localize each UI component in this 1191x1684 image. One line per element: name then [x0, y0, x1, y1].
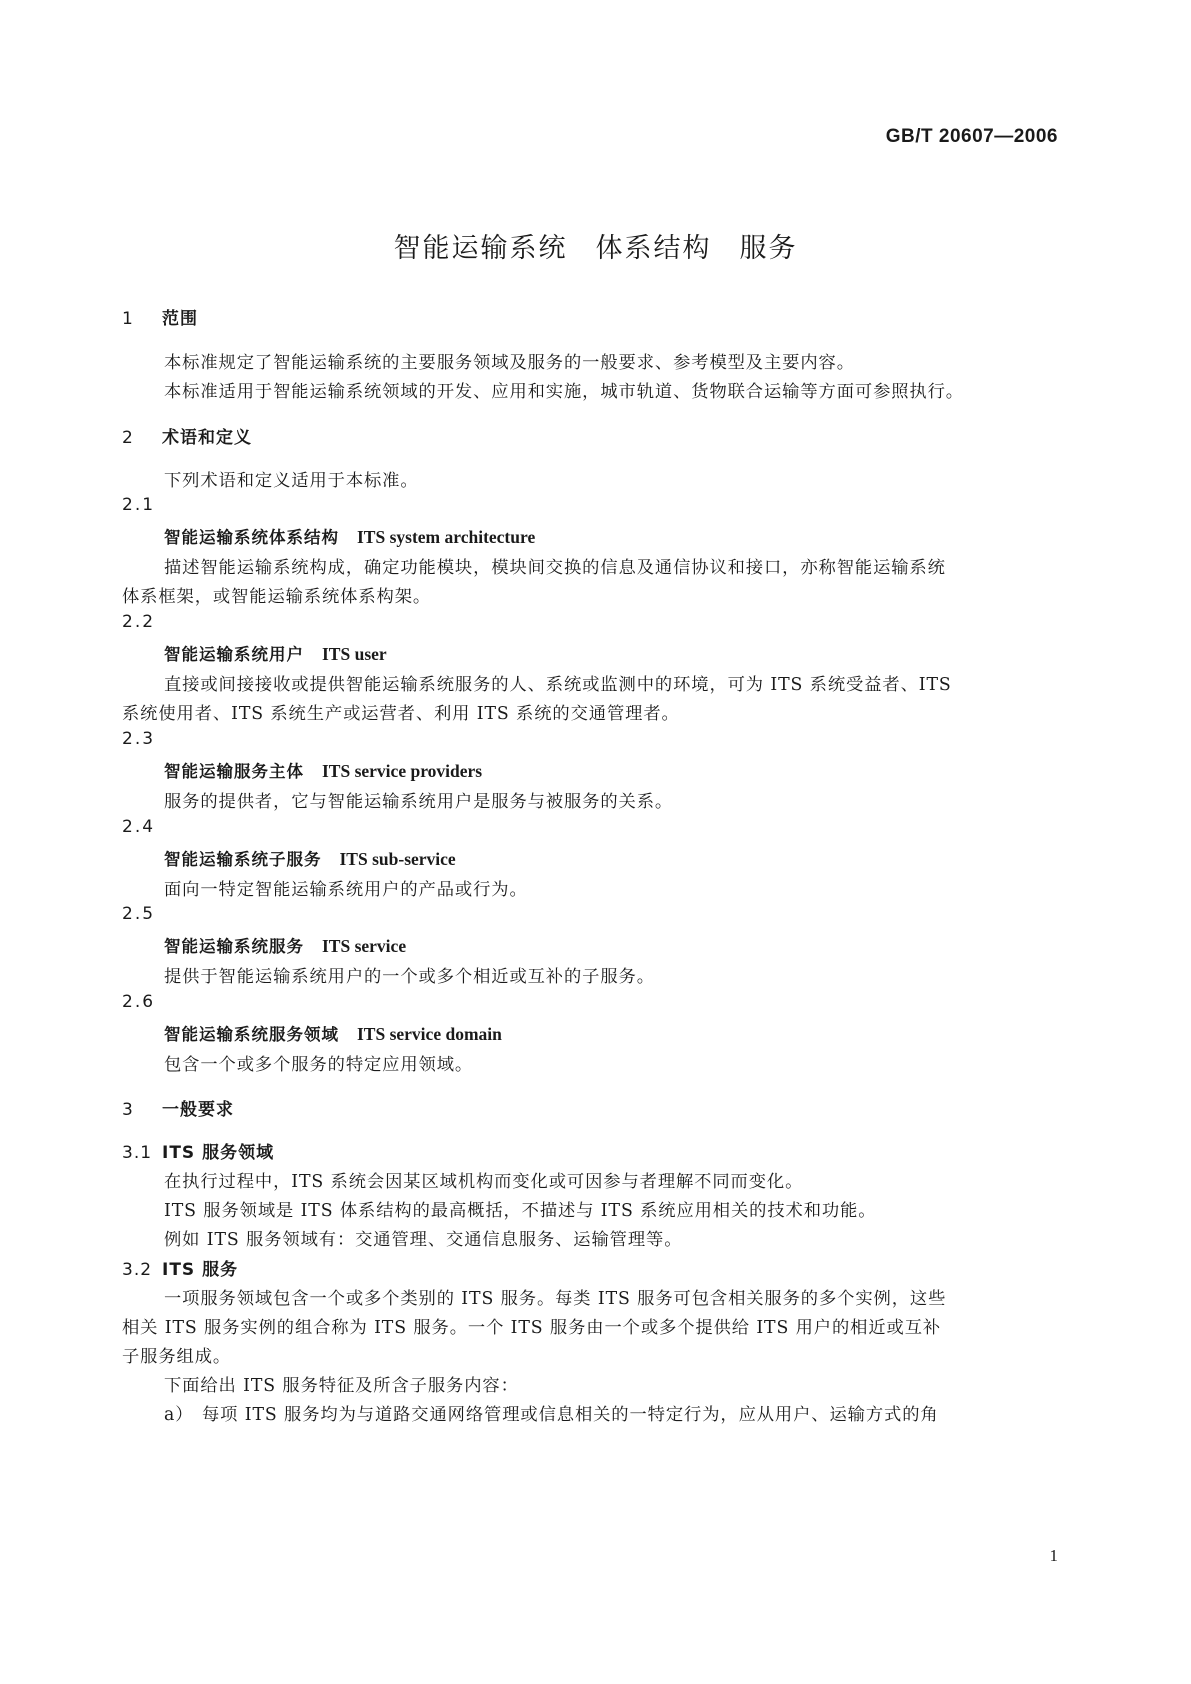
term-number: 2.2: [122, 612, 156, 632]
standard-number: GB/T 20607—2006: [885, 126, 1058, 147]
section-title: 术语和定义: [162, 428, 252, 448]
term-en: ITS service providers: [322, 761, 483, 781]
term-number: 2.6: [122, 992, 156, 1012]
term-zh: 智能运输系统服务领域: [164, 1025, 339, 1044]
term-definition: 面向一特定智能运输系统用户的产品或行为。: [164, 880, 528, 900]
page-number: 1: [1049, 1546, 1058, 1565]
paragraph: 子服务组成。: [122, 1347, 232, 1367]
term-definition: 系统使用者、ITS 系统生产或运营者、利用 ITS 系统的交通管理者。: [122, 704, 680, 724]
title-part: 服务: [739, 233, 798, 264]
term-heading: [164, 1021, 502, 1045]
term-definition: 体系框架，或智能运输系统体系构架。: [122, 587, 432, 607]
term-en: ITS user: [322, 644, 387, 664]
section-number: 1: [122, 309, 134, 329]
term-en: ITS system architecture: [357, 527, 536, 547]
term-heading: [164, 641, 387, 665]
term-zh: 智能运输服务主体: [164, 762, 304, 781]
term-zh: 智能运输系统子服务: [164, 850, 322, 869]
section-heading: [122, 1095, 234, 1120]
term-en: ITS service domain: [357, 1024, 502, 1044]
section-heading: [122, 304, 198, 329]
term-heading: [164, 758, 482, 782]
term-zh: 智能运输系统体系结构: [164, 528, 339, 547]
term-zh: 智能运输系统服务: [164, 937, 304, 956]
term-number: 2.1: [122, 495, 156, 515]
term-en: ITS sub-service: [339, 849, 456, 869]
document-title: [0, 226, 1191, 265]
term-en: ITS service: [322, 936, 407, 956]
paragraph: 一项服务领域包含一个或多个类别的 ITS 服务。每类 ITS 服务可包含相关服务的多个实例，这些: [164, 1289, 947, 1309]
list-item-text: 每项 ITS 服务均为与道路交通网络管理或信息相关的一特定行为，应从用户、运输方式的角: [202, 1405, 939, 1425]
subsection-title: ITS 服务领域: [162, 1143, 275, 1163]
subsection-heading: [122, 1255, 238, 1280]
subsection-title: ITS 服务: [162, 1260, 239, 1280]
list-item-label: a）: [164, 1405, 194, 1425]
section-heading: [122, 423, 252, 448]
term-zh: 智能运输系统用户: [164, 645, 304, 664]
subsection-heading: [122, 1138, 274, 1163]
paragraph: 本标准规定了智能运输系统的主要服务领域及服务的一般要求、参考模型及主要内容。: [164, 353, 855, 373]
section-number: 2: [122, 428, 134, 448]
term-heading: [164, 524, 535, 548]
paragraph: ITS 服务领域是 ITS 体系结构的最高概括，不描述与 ITS 系统应用相关的技术和功能。: [164, 1201, 877, 1221]
term-number: 2.5: [122, 904, 156, 924]
title-part: 体系结构: [595, 233, 712, 264]
term-definition: 提供于智能运输系统用户的一个或多个相近或互补的子服务。: [164, 967, 655, 987]
term-definition: 服务的提供者，它与智能运输系统用户是服务与被服务的关系。: [164, 792, 674, 812]
term-heading: [164, 846, 456, 870]
term-definition: 包含一个或多个服务的特定应用领域。: [164, 1055, 474, 1075]
term-number: 2.3: [122, 729, 156, 749]
section-title: 一般要求: [162, 1100, 234, 1120]
paragraph: 相关 ITS 服务实例的组合称为 ITS 服务。一个 ITS 服务由一个或多个提供给 ITS 用户的相近或互补: [122, 1318, 942, 1338]
paragraph: 下面给出 ITS 服务特征及所含子服务内容：: [164, 1376, 519, 1396]
paragraph: 下列术语和定义适用于本标准。: [164, 471, 419, 491]
term-definition: 直接或间接接收或提供智能运输系统服务的人、系统或监测中的环境，可为 ITS 系统受益者、ITS: [164, 675, 952, 695]
paragraph: 例如 ITS 服务领域有：交通管理、交通信息服务、运输管理等。: [164, 1230, 683, 1250]
term-number: 2.4: [122, 817, 156, 837]
paragraph: 本标准适用于智能运输系统领域的开发、应用和实施，城市轨道、货物联合运输等方面可参照执行。: [164, 382, 964, 402]
term-heading: [164, 933, 406, 957]
subsection-number: 3.1: [122, 1143, 153, 1163]
section-number: 3: [122, 1100, 134, 1120]
title-part: 智能运输系统: [393, 233, 568, 264]
term-definition: 描述智能运输系统构成，确定功能模块，模块间交换的信息及通信协议和接口，亦称智能运输系统: [164, 558, 946, 578]
subsection-number: 3.2: [122, 1260, 153, 1280]
list-item: [164, 1400, 939, 1425]
section-title: 范围: [162, 309, 198, 329]
paragraph: 在执行过程中，ITS 系统会因某区域机构而变化或可因参与者理解不同而变化。: [164, 1172, 804, 1192]
